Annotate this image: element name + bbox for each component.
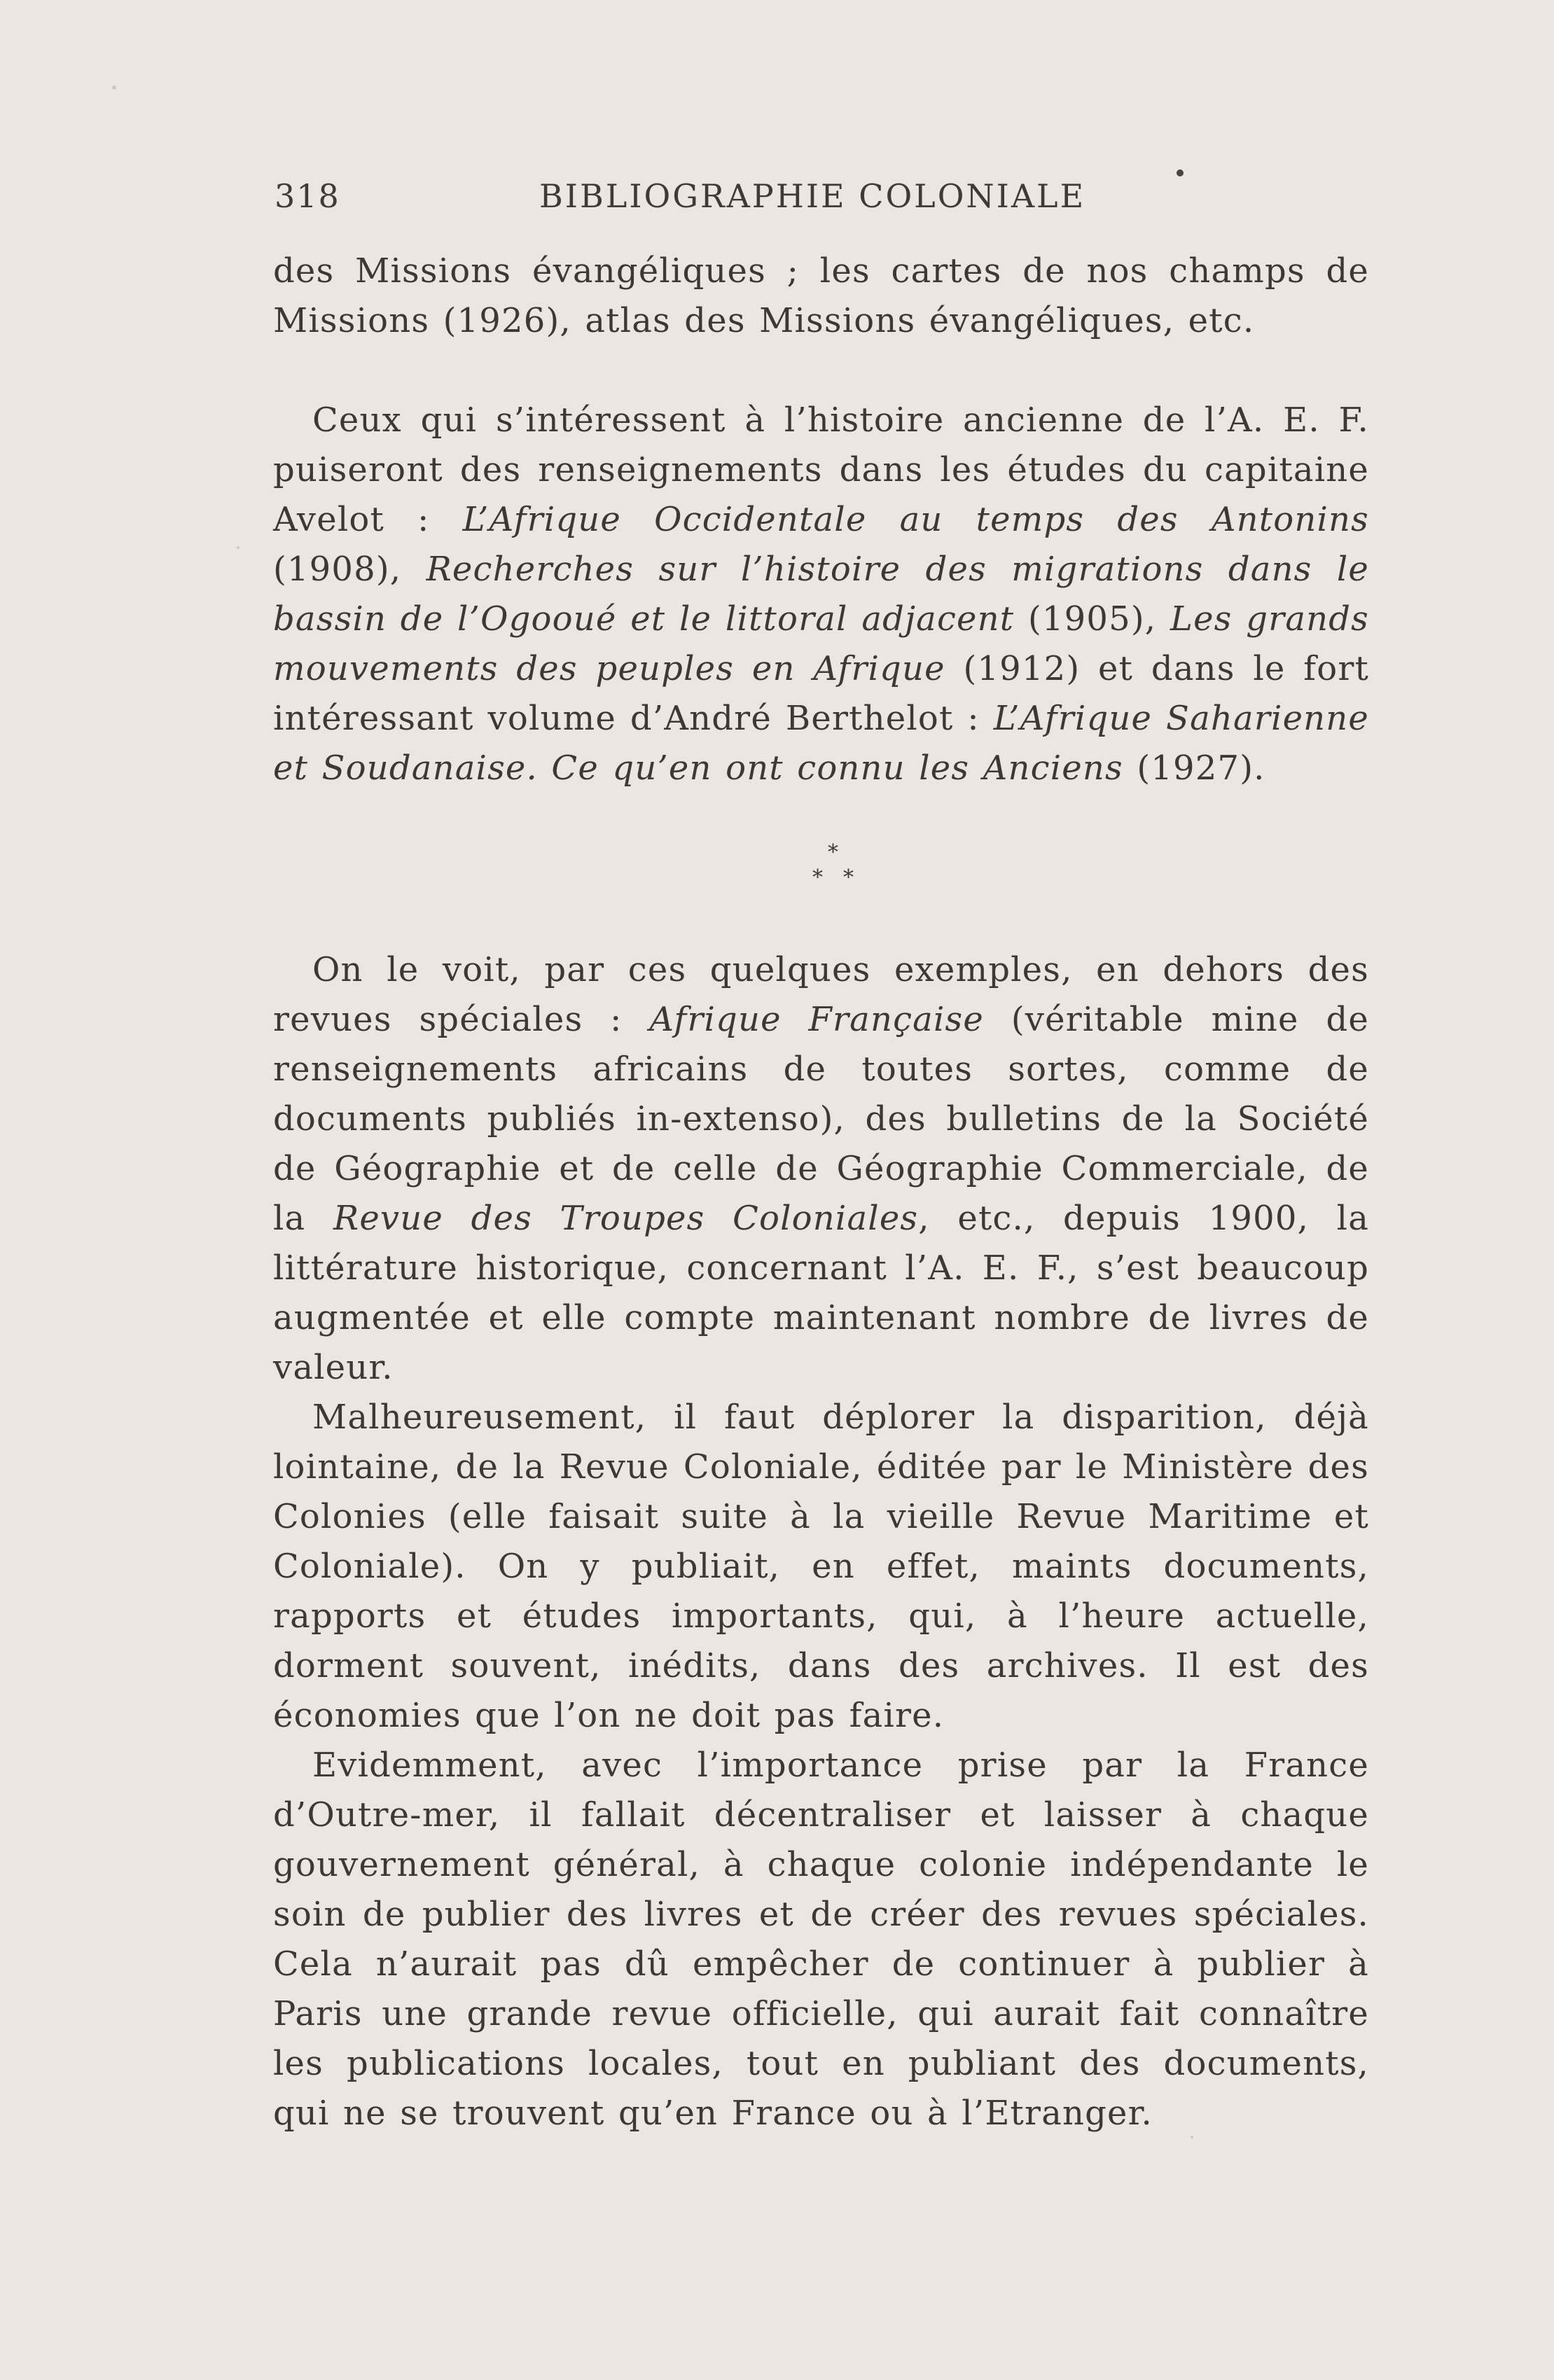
paragraph-decentralisation: Evidemment, avec l’importance prise par la France d’Outre-mer, il fallait décentraliser et laisser à chaque gouvernement général, à chaque colonie indépendante le soin de publier des livres et de créer des revues spéciales. Cela n’aurait pas dû empêcher de continuer à publier à Paris une grande revue officielle, qui aurait fait connaître les publications locales, tout en publiant des documents, qui ne se trouvent qu’en France ou à l’Etranger. — [273, 1746, 1369, 2133]
paragraph-missions: des Missions évangéliques ; les cartes de nos champs de Missions (1926), atlas des Missions évangéliques, etc. — [273, 251, 1369, 340]
text-block-bottom — [273, 945, 1369, 2138]
book-title: L’Afrique Occidentale au temps des Antonins — [462, 500, 1369, 539]
paper-speck — [112, 85, 116, 90]
book-title: L’Afrique Saharienne et Soudanaise. Ce qu’en ont connu les Anciens — [273, 699, 1370, 788]
asterism-separator — [812, 840, 882, 896]
asterism-star: * — [843, 865, 854, 890]
text-block-top — [273, 246, 1369, 793]
asterism-star: * — [812, 865, 823, 890]
journal-title: Afrique Française — [649, 1000, 984, 1039]
book-title: Les grands mouvements des peuples en Afrique — [273, 599, 1370, 688]
running-title: BIBLIOGRAPHIE COLONIALE — [539, 177, 1086, 215]
paragraph-histoire-ancienne: Ceux qui s’intéressent à l’histoire ancienne de l’A. E. F. puiseront des renseignements dans les études du capitaine Avelot : L’Afrique Occidentale au temps des Antonins (1908), Recherches sur l’histoire des migrations dans le bassin de l’Ogooué et le littoral adjacent (1905), Les grands mouvements des peuples en Afrique (1912) et dans le fort intéressant volume d’André Berthelot : L’Afrique Saharienne et Soudanaise. Ce qu’en ont connu les Anciens (1927). — [273, 401, 1370, 788]
paragraph-revue-coloniale: Malheureusement, il faut déplorer la disparition, déjà lointaine, de la Revue Coloniale, éditée par le Ministère des Colonies (elle faisait suite à la vieille Revue Maritime et Coloniale). On y publiait, en effet, maints documents, rapports et études importants, qui, à l’heure actuelle, dorment souvent, inédits, dans des archives. Il est des économies que l’on ne doit pas faire. — [273, 1398, 1369, 1735]
running-header — [275, 175, 1374, 217]
book-title: Recherches sur l’histoire des migrations dans le bassin de l’Ogooué et le littoral adjacent — [273, 550, 1369, 639]
paragraph-revues: On le voit, par ces quelques exemples, en dehors des revues spéciales : Afrique Française (véritable mine de renseignements africains de toutes sortes, comme de documents publiés in-extenso), des bulletins de la Société de Géographie et de celle de Géographie Commerciale, de la Revue des Troupes Coloniales, etc., depuis 1900, la littérature historique, concernant l’A. E. F., s’est beaucoup augmentée et elle compte maintenant nombre de livres de valeur. — [273, 950, 1370, 1387]
ink-dot — [1177, 169, 1184, 176]
journal-title: Revue des Troupes Coloniales — [333, 1199, 919, 1238]
asterism-star: * — [828, 840, 838, 865]
page-number: 318 — [275, 177, 340, 215]
paper-speck — [237, 546, 240, 549]
